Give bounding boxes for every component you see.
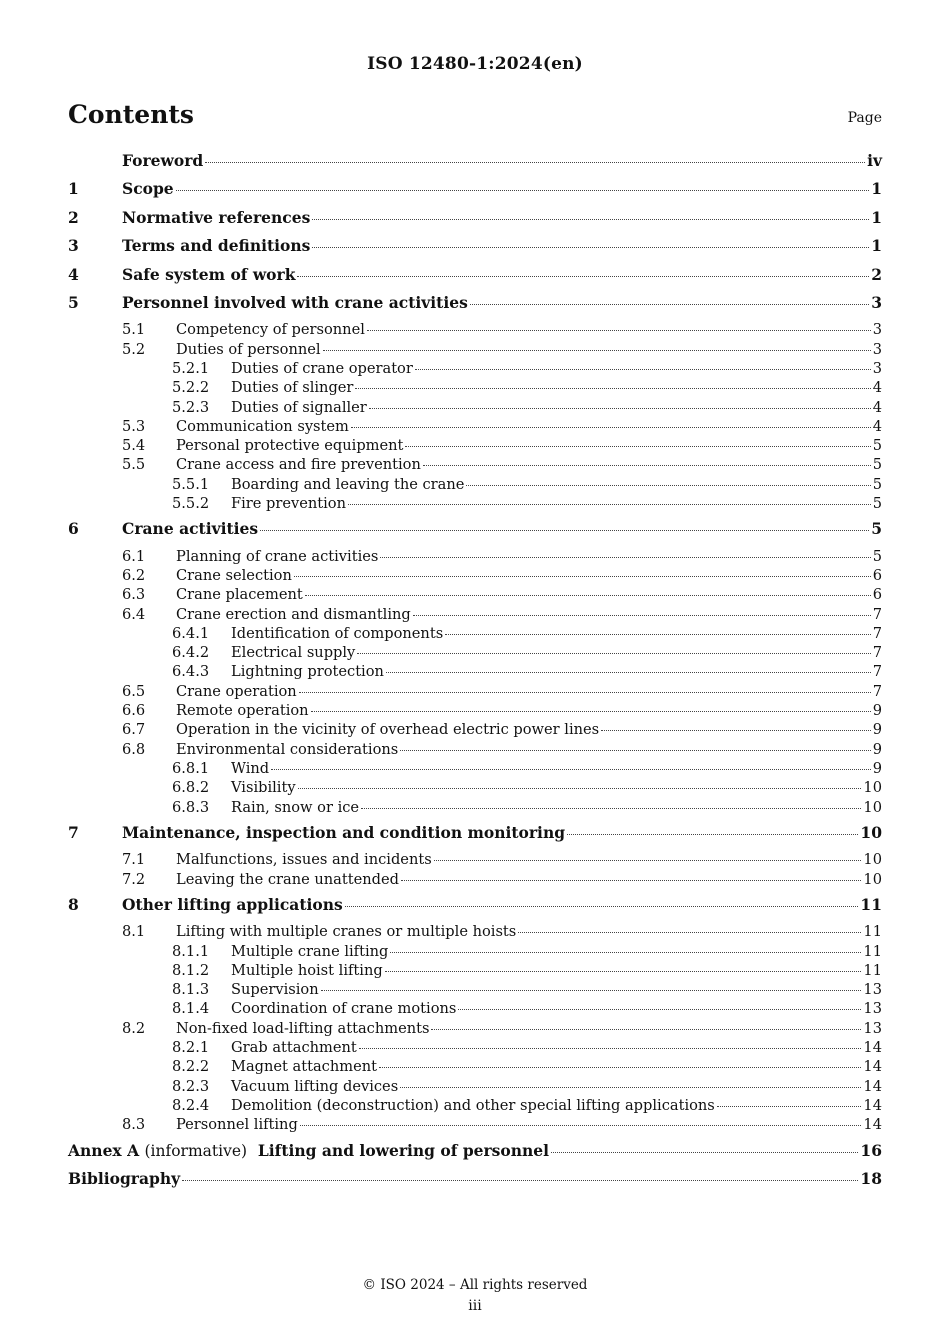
dot-leader — [717, 1106, 862, 1107]
toc-entry[interactable] — [68, 456, 882, 475]
toc-entry-bibliography[interactable] — [68, 1169, 882, 1197]
toc-entry-page: 9 — [872, 759, 882, 777]
toc-entry-number: 5.1 — [122, 321, 146, 339]
toc-entry-title[interactable]: Normative references — [122, 207, 311, 227]
dot-leader — [176, 190, 870, 191]
toc-entry[interactable] — [68, 236, 882, 264]
toc-entry-number: 8.1.3 — [172, 981, 210, 999]
bibliography-title[interactable]: Bibliography — [68, 1168, 181, 1188]
toc-entry-number: 5.3 — [122, 417, 146, 435]
toc-entry-page: 14 — [863, 1096, 882, 1114]
toc-entry-number: 6.7 — [122, 721, 146, 739]
toc-entry-page: 5 — [872, 475, 882, 493]
toc-entry-number: 8 — [68, 894, 79, 914]
toc-entry-number: 6.5 — [122, 682, 146, 700]
toc-entry[interactable] — [68, 548, 882, 567]
toc-entry[interactable] — [68, 760, 882, 779]
toc-entry[interactable] — [68, 923, 882, 942]
toc-entry-title[interactable]: Fire prevention — [231, 495, 346, 513]
toc-entry[interactable] — [68, 379, 882, 398]
dot-leader — [182, 1180, 858, 1181]
contents-title: Contents — [68, 100, 195, 129]
toc-entry-title[interactable]: Personnel lifting — [176, 1116, 298, 1134]
dot-leader — [357, 653, 870, 654]
toc-entry-title[interactable]: Competency of personnel — [176, 321, 365, 339]
toc-entry-page: 7 — [872, 663, 882, 681]
toc-entry-title[interactable]: Other lifting applications — [122, 894, 343, 914]
toc-entry-number: 7.1 — [122, 851, 146, 869]
toc-entry[interactable] — [68, 399, 882, 418]
toc-entry-title[interactable]: Crane activities — [122, 519, 259, 539]
toc-entry[interactable] — [68, 606, 882, 625]
toc-entry[interactable] — [68, 495, 882, 514]
toc-entry-title[interactable]: Boarding and leaving the crane — [231, 475, 465, 493]
toc-entry[interactable] — [68, 721, 882, 740]
toc-entry-number: 6.3 — [122, 586, 146, 604]
toc-entry[interactable] — [68, 1078, 882, 1097]
toc-entry[interactable] — [68, 962, 882, 981]
toc-entry-title[interactable]: Grab attachment — [231, 1039, 357, 1057]
toc-entry-title[interactable]: Crane access and fire prevention — [176, 456, 421, 474]
toc-entry-number: 8.1.2 — [172, 961, 210, 979]
toc-entry-page: 9 — [872, 702, 882, 720]
toc-entry-title[interactable]: Non-fixed load-lifting attachments — [176, 1019, 430, 1037]
dot-leader — [415, 369, 871, 370]
toc-entry[interactable] — [68, 1097, 882, 1116]
toc-entry-page: 14 — [863, 1077, 882, 1095]
dot-leader — [299, 692, 871, 693]
toc-entry-page: 1 — [871, 207, 882, 227]
toc-entry-number: 8.2.3 — [172, 1077, 210, 1095]
toc-entry-title[interactable]: Multiple hoist lifting — [231, 961, 383, 979]
toc-entry[interactable] — [68, 625, 882, 644]
dot-leader — [423, 465, 871, 466]
toc-entry-title[interactable]: Terms and definitions — [122, 236, 311, 256]
toc-entry-page: 5 — [872, 547, 882, 565]
toc-entry-page: 2 — [871, 264, 882, 284]
toc-entry-title[interactable]: Demolition (deconstruction) and other special lifting applications — [231, 1096, 715, 1114]
toc-entry-number: 5.2.1 — [172, 359, 210, 377]
toc-entry[interactable] — [68, 741, 882, 760]
dot-leader — [305, 595, 871, 596]
toc-entry-number: 5 — [68, 292, 79, 312]
toc-entry-number: 6.6 — [122, 702, 146, 720]
toc-entry-number: 8.2.2 — [172, 1058, 210, 1076]
annex-label: Annex A — [68, 1140, 140, 1160]
toc-entry-number: 6.4 — [122, 605, 146, 623]
dot-leader — [385, 971, 862, 972]
toc-entry-title[interactable]: Crane placement — [176, 586, 303, 604]
toc-entry-number: 8.3 — [122, 1116, 146, 1134]
dot-leader — [321, 990, 862, 991]
dot-leader — [351, 427, 871, 428]
toc-entry-number: 5.5.1 — [172, 475, 210, 493]
toc-entry-title[interactable]: Safe system of work — [122, 264, 296, 284]
dot-leader — [348, 504, 871, 505]
toc-entry[interactable] — [68, 702, 882, 721]
toc-entry-number: 5.2.3 — [172, 398, 210, 416]
toc-entry[interactable] — [68, 1058, 882, 1077]
table-of-contents — [68, 151, 882, 1197]
dot-leader — [380, 557, 870, 558]
toc-entry-title[interactable]: Multiple crane lifting — [231, 942, 389, 960]
toc-entry-page: 10 — [863, 798, 882, 816]
toc-entry[interactable] — [68, 1116, 882, 1135]
toc-entry-title[interactable]: Maintenance, inspection and condition monitoring — [122, 822, 566, 842]
toc-entry[interactable] — [68, 683, 882, 702]
dot-leader — [311, 711, 871, 712]
toc-entry-number: 6.1 — [122, 547, 146, 565]
toc-entry-page: 5 — [872, 495, 882, 513]
dot-leader — [312, 219, 869, 220]
toc-entry-title[interactable]: Magnet attachment — [231, 1058, 377, 1076]
dot-leader — [431, 1029, 861, 1030]
toc-entry[interactable] — [68, 293, 882, 321]
dot-leader — [379, 1067, 861, 1068]
toc-entry[interactable] — [68, 871, 882, 890]
toc-entry-page: 6 — [872, 567, 882, 584]
toc-entry-number: 6.2 — [122, 567, 146, 584]
toc-entry-title[interactable]: Coordination of crane motions — [231, 1000, 457, 1018]
toc-entry-number: 5.5.2 — [172, 495, 210, 513]
toc-entry[interactable] — [68, 663, 882, 682]
dot-leader — [400, 1087, 861, 1088]
dot-leader — [434, 860, 862, 861]
dot-leader — [312, 247, 869, 248]
dot-leader — [405, 446, 870, 447]
annex-qualifier: (informative) — [144, 1141, 248, 1160]
toc-entry-page: 11 — [863, 923, 882, 941]
toc-entry-title[interactable]: Lightning protection — [231, 663, 384, 681]
toc-entry[interactable] — [68, 151, 882, 179]
toc-entry-number: 7 — [68, 822, 79, 842]
document-id-header: ISO 12480-1:2024(en) — [367, 54, 583, 74]
toc-entry[interactable] — [68, 799, 882, 818]
toc-entry-number: 7.2 — [122, 870, 146, 888]
toc-entry-page: 7 — [872, 644, 882, 662]
toc-entry-page: 5 — [872, 437, 882, 455]
dot-leader — [361, 808, 861, 809]
toc-entry-number: 5.2 — [122, 340, 146, 358]
dot-leader — [297, 276, 869, 277]
toc-entry-number: 6.4.1 — [172, 624, 210, 642]
dot-leader — [390, 952, 861, 953]
toc-entry-number: 6.8.1 — [172, 759, 210, 777]
toc-entry[interactable] — [68, 567, 882, 586]
toc-entry[interactable] — [68, 418, 882, 437]
toc-entry-number: 8.1 — [122, 923, 146, 941]
toc-entry-number: 6.8.2 — [172, 779, 210, 797]
toc-entry-number: 8.2 — [122, 1019, 146, 1037]
dot-leader — [466, 485, 870, 486]
toc-entry-title[interactable]: Duties of personnel — [176, 340, 321, 358]
dot-leader — [367, 330, 871, 331]
toc-entry-number: 8.1.1 — [172, 942, 210, 960]
toc-entry-title[interactable]: Supervision — [231, 981, 319, 999]
dot-leader — [205, 162, 865, 163]
toc-entry[interactable] — [68, 1039, 882, 1058]
toc-entry-title[interactable]: Identification of components — [231, 624, 444, 642]
toc-entry-title[interactable]: Remote operation — [176, 702, 309, 720]
toc-entry-title[interactable]: Foreword — [122, 151, 204, 170]
toc-entry-page: 7 — [872, 605, 882, 623]
toc-entry-title[interactable]: Leaving the crane unattended — [176, 870, 399, 888]
toc-entry-number: 1 — [68, 179, 79, 199]
dot-leader — [567, 834, 858, 835]
toc-entry-page: 13 — [863, 981, 882, 999]
toc-entry[interactable] — [68, 644, 882, 663]
toc-entry[interactable] — [68, 1020, 882, 1039]
dot-leader — [401, 880, 861, 881]
toc-entry-page: 18 — [860, 1168, 882, 1188]
toc-entry-number: 2 — [68, 207, 79, 227]
toc-entry-page: 6 — [872, 586, 882, 604]
toc-entry[interactable] — [68, 341, 882, 360]
toc-entry-number: 6.8.3 — [172, 798, 210, 816]
toc-entry-page: 1 — [871, 179, 882, 199]
copyright-notice: © ISO 2024 – All rights reserved — [362, 1277, 588, 1293]
toc-entry-page: 4 — [872, 417, 882, 435]
toc-entry-number: 6 — [68, 519, 79, 539]
toc-entry-page: 10 — [860, 822, 882, 842]
toc-entry[interactable] — [68, 321, 882, 340]
toc-entry-page: 3 — [872, 340, 882, 358]
toc-entry-page: 5 — [871, 519, 882, 539]
toc-entry-page: 10 — [863, 779, 882, 797]
toc-entry-page: 14 — [863, 1116, 882, 1134]
dot-leader — [400, 750, 870, 751]
toc-entry-number: 8.2.1 — [172, 1039, 210, 1057]
toc-entry-page: 9 — [872, 721, 882, 739]
toc-entry-title[interactable]: Duties of crane operator — [231, 359, 413, 377]
dot-leader — [386, 672, 871, 673]
toc-entry-number: 5.2.2 — [172, 379, 210, 397]
toc-entry-number: 6.8 — [122, 740, 146, 758]
toc-entry-number: 5.4 — [122, 437, 146, 455]
toc-entry-page: iv — [867, 151, 882, 170]
toc-entry-page: 1 — [871, 236, 882, 256]
toc-entry-title[interactable]: Personal protective equipment — [176, 437, 404, 455]
toc-entry-page: 7 — [872, 682, 882, 700]
dot-leader — [355, 388, 870, 389]
toc-entry[interactable] — [68, 437, 882, 456]
toc-entry-annex[interactable] — [68, 1141, 882, 1169]
dot-leader — [369, 408, 871, 409]
annex-title-group[interactable] — [68, 1141, 549, 1160]
toc-entry-title[interactable]: Duties of slinger — [231, 379, 354, 397]
toc-entry-page: 7 — [872, 624, 882, 642]
toc-entry-number: 6.4.3 — [172, 663, 210, 681]
page-number: iii — [468, 1298, 482, 1314]
toc-entry-number: 6.4.2 — [172, 644, 210, 662]
toc-entry[interactable] — [68, 476, 882, 495]
toc-entry-number: 5.5 — [122, 456, 146, 474]
dot-leader — [458, 1009, 861, 1010]
toc-entry-title[interactable]: Crane selection — [176, 567, 292, 584]
toc-entry-title[interactable]: Environmental considerations — [176, 740, 399, 758]
toc-entry[interactable] — [68, 265, 882, 293]
toc-entry[interactable] — [68, 779, 882, 798]
annex-title: Lifting and lowering of personnel — [257, 1140, 550, 1160]
toc-entry-title[interactable]: Electrical supply — [231, 644, 356, 662]
toc-entry[interactable] — [68, 179, 882, 207]
toc-entry-page: 10 — [863, 851, 882, 869]
dot-leader — [518, 932, 861, 933]
dot-leader — [445, 634, 871, 635]
toc-entry[interactable] — [68, 943, 882, 962]
toc-entry-number: 4 — [68, 264, 79, 284]
toc-entry[interactable] — [68, 895, 882, 923]
toc-entry-title[interactable]: Vacuum lifting devices — [231, 1077, 399, 1095]
toc-entry-page: 4 — [872, 398, 882, 416]
toc-entry[interactable] — [68, 1000, 882, 1019]
dot-leader — [551, 1152, 858, 1153]
dot-leader — [294, 576, 871, 577]
dot-leader — [323, 350, 871, 351]
toc-entry-page: 16 — [860, 1140, 882, 1160]
toc-entry-title[interactable]: Lifting with multiple cranes or multiple hoists — [176, 923, 517, 941]
toc-entry-page: 5 — [872, 456, 882, 474]
toc-entry-page: 13 — [863, 1000, 882, 1018]
toc-entry-title[interactable]: Malfunctions, issues and incidents — [176, 851, 432, 869]
toc-entry[interactable] — [68, 823, 882, 851]
toc-entry-page: 3 — [871, 292, 882, 312]
toc-entry-title[interactable]: Personnel involved with crane activities — [122, 292, 468, 312]
toc-entry-page: 10 — [863, 870, 882, 888]
toc-entry[interactable] — [68, 519, 882, 547]
toc-entry[interactable] — [68, 360, 882, 379]
dot-leader — [359, 1048, 862, 1049]
toc-entry-page: 14 — [863, 1058, 882, 1076]
toc-entry-page: 9 — [872, 740, 882, 758]
toc-entry[interactable] — [68, 208, 882, 236]
toc-entry-title[interactable]: Duties of signaller — [231, 398, 367, 416]
toc-entry-title[interactable]: Operation in the vicinity of overhead electric power lines — [176, 721, 600, 739]
toc-entry[interactable] — [68, 586, 882, 605]
toc-entry-page: 3 — [872, 359, 882, 377]
toc-entry-title[interactable]: Communication system — [176, 417, 349, 435]
dot-leader — [601, 730, 871, 731]
toc-entry-page: 4 — [872, 379, 882, 397]
page-column-label: Page — [847, 110, 882, 126]
dot-leader — [300, 1125, 862, 1126]
dot-leader — [298, 788, 862, 789]
toc-entry-page: 11 — [863, 942, 882, 960]
toc-entry[interactable] — [68, 981, 882, 1000]
toc-entry-number: 3 — [68, 236, 79, 256]
toc-entry-title[interactable]: Crane operation — [176, 682, 297, 700]
toc-entry-page: 13 — [863, 1019, 882, 1037]
dot-leader — [271, 769, 871, 770]
toc-entry-page: 3 — [872, 321, 882, 339]
dot-leader — [413, 615, 871, 616]
toc-entry-number: 8.2.4 — [172, 1096, 210, 1114]
toc-entry-number: 8.1.4 — [172, 1000, 210, 1018]
dot-leader — [470, 304, 869, 305]
toc-entry-title[interactable]: Crane erection and dismantling — [176, 605, 411, 623]
toc-entry-page: 14 — [863, 1039, 882, 1057]
toc-entry-title[interactable]: Rain, snow or ice — [231, 798, 360, 816]
toc-entry-title[interactable]: Wind — [231, 759, 270, 777]
toc-entry-title[interactable]: Visibility — [231, 779, 296, 797]
toc-entry-page: 11 — [863, 961, 882, 979]
toc-entry[interactable] — [68, 851, 882, 870]
toc-entry-title[interactable]: Planning of crane activities — [176, 547, 379, 565]
dot-leader — [260, 530, 869, 531]
toc-entry-title[interactable]: Scope — [122, 179, 174, 199]
dot-leader — [345, 906, 859, 907]
toc-entry-page: 11 — [860, 894, 882, 914]
